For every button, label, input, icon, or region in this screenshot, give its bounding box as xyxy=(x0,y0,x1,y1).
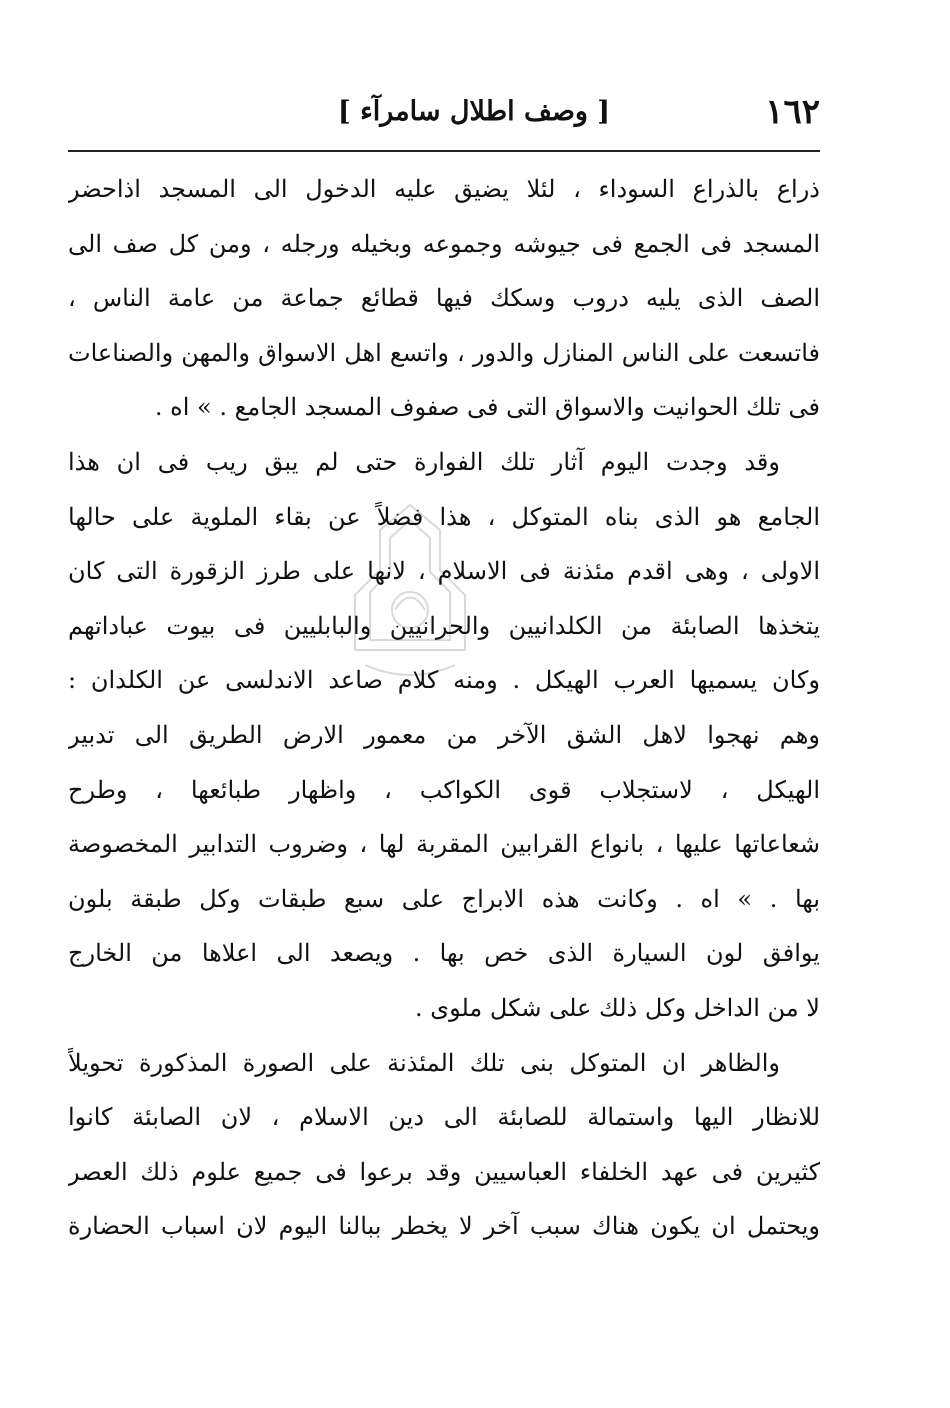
text-line: وهم نهجوا لاهل الشق الآخر من معمور الارض الطريق الى تدبير xyxy=(68,720,820,749)
text-line: شعاعاتها عليها ، بانواع القرابين المقربة لها ، وضروب التدابير المخصوصة xyxy=(68,830,820,859)
page-number: ١٦٢ xyxy=(765,92,820,132)
text-line: والظاهر ان المتوكل بنى تلك المئذنة على الصورة المذكورة تحويلاً xyxy=(68,1048,780,1077)
text-line: الهيكل ، لاستجلاب قوى الكواكب ، واظهار طبائعها ، وطرح xyxy=(68,775,820,804)
page-header xyxy=(68,86,820,142)
body-text xyxy=(68,162,820,1254)
text-line: ويحتمل ان يكون هناك سبب آخر لا يخطر ببالنا اليوم لان اسباب الحضارة xyxy=(68,1212,820,1241)
text-line: المسجد فى الجمع فى جيوشه وجموعه وبخيله ورجله ، ومن كل صف الى xyxy=(68,229,820,258)
text-line: للانظار اليها واستمالة للصابئة الى دين الاسلام ، لان الصابئة كانوا xyxy=(68,1103,820,1132)
running-title: [ وصف اطلال سامرآء ] xyxy=(337,96,611,127)
text-line: فى تلك الحوانيت والاسواق التى فى صفوف المسجد الجامع . » اه . xyxy=(154,393,820,422)
text-line: وكان يسميها العرب الهيكل . ومنه كلام صاعد الاندلسى عن الكلدان : xyxy=(68,666,820,695)
text-line: فاتسعت على الناس المنازل والدور ، واتسع اهل الاسواق والمهن والصناعات xyxy=(68,338,820,367)
text-line: بها . » اه . وكانت هذه الابراج على سبع طبقات وكل طبقة بلون xyxy=(68,884,820,913)
text-line: الجامع هو الذى بناه المتوكل ، هذا فضلاً عن بقاء الملوية على حالها xyxy=(68,502,820,531)
text-line: الاولى ، وهى اقدم مئذنة فى الاسلام ، لانها على طرز الزقورة التى كان xyxy=(68,557,820,586)
text-line: كثيرين فى عهد الخلفاء العباسيين وقد برعوا فى جميع علوم ذلك العصر xyxy=(68,1157,820,1186)
text-line: ذراع بالذراع السوداء ، لئلا يضيق عليه الدخول الى المسجد اذاحضر xyxy=(68,175,820,203)
text-line: يتخذها الصابئة من الكلدانيين والحرانيين والبابليين فى بيوت عباداتهم xyxy=(68,611,820,640)
text-line: يوافق لون السيارة الذى خص بها . ويصعد الى اعلاها من الخارج xyxy=(68,939,820,968)
header-rule xyxy=(68,150,820,152)
text-line: وقد وجدت اليوم آثار تلك الفوارة حتى لم يبق ريب فى ان هذا xyxy=(68,447,780,476)
text-line: الصف الذى يليه دروب وسكك فيها قطائع جماعة من عامة الناس ، xyxy=(68,284,820,313)
text-line: لا من الداخل وكل ذلك على شكل ملوى . xyxy=(415,993,820,1022)
